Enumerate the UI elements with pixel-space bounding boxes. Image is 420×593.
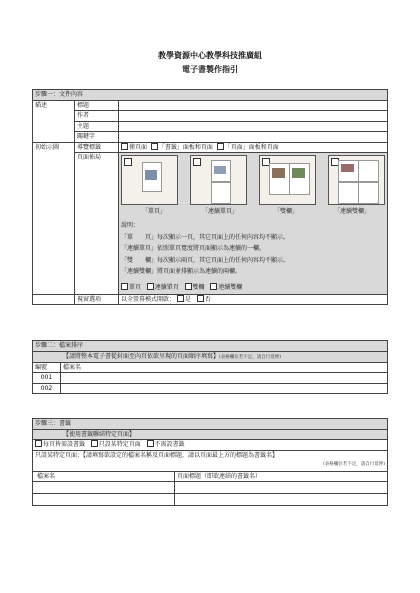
bookmark-options: 每頁皆需設書籤 只設某特定頁面 不需設書籤 <box>33 440 388 451</box>
desc-title: 說明： <box>121 222 140 229</box>
col-file-header: 檔案名 <box>33 471 175 482</box>
step1-heading: 步驟一：文件內容 <box>33 90 388 101</box>
author-input[interactable] <box>119 111 388 122</box>
nav-option-bookmarks-checkbox[interactable] <box>151 143 158 150</box>
bookmark-title-input[interactable] <box>175 482 388 494</box>
blank-cell <box>33 294 75 305</box>
keywords-input[interactable] <box>119 132 388 143</box>
layout-thumbnails <box>121 155 385 205</box>
layout-options: 單頁 連續單頁 雙欄 連續雙欄 <box>121 283 385 292</box>
desc-line: 「連續雙欄」將頁面並排顯示為連續的兩欄。 <box>121 268 242 275</box>
step2-table <box>32 340 388 394</box>
thumbnail-labels <box>121 207 385 216</box>
org-title: 教學資源中心教學科技推廣組 <box>158 50 262 60</box>
layout-continuous-two-up-checkbox[interactable] <box>210 283 217 290</box>
page-layout-label: 頁面佈局 <box>75 153 119 295</box>
layout-continuous-checkbox[interactable] <box>147 283 154 290</box>
label-two-up: 「雙欄」 <box>273 208 298 215</box>
nav-options: 僅頁面 「書籤」面板和頁面 「頁面」面板和頁面 <box>119 142 388 153</box>
window-options-label: 視窗選項 <box>75 294 119 305</box>
col-title-header: 頁面標題（即欲連結的書籤名） <box>175 471 388 482</box>
fullscreen-no-checkbox[interactable] <box>197 295 204 302</box>
doc-title: 電子書製作指引 <box>182 64 238 74</box>
bookmark-file-input[interactable] <box>33 482 175 494</box>
label-continuous-two-up: 「連續雙欄」 <box>333 208 370 215</box>
fullscreen-yes-checkbox[interactable] <box>177 295 184 302</box>
window-options: 以全螢幕模式開啟： 是 否 <box>119 294 388 305</box>
nav-tab-label: 導覽標籤 <box>75 142 119 153</box>
step2-instruction: 【請將整本電子書從封面至內頁依欲呈現的頁面順序填寫】(表格欄位若不足，請自行延伸) <box>33 351 388 362</box>
field-label-subject: 主題 <box>75 121 119 132</box>
bookmark-title-input[interactable] <box>175 494 388 506</box>
step2-heading: 步驟二：檔案排序 <box>33 341 388 352</box>
layout-description <box>121 220 385 278</box>
two-up-thumbnail[interactable] <box>259 155 316 205</box>
nav-option-page-only-checkbox[interactable] <box>121 143 128 150</box>
continuous-two-up-thumbnail[interactable] <box>328 155 385 205</box>
desc-line: 「單 頁」每次顯示一頁，其它頁面上的任何內容均不顯示。 <box>121 233 290 241</box>
row-number: 001 <box>33 373 61 384</box>
layout-single-checkbox[interactable] <box>121 283 128 290</box>
bookmark-file-input[interactable] <box>33 494 175 506</box>
thumbnail-checkbox[interactable] <box>124 158 132 166</box>
step3-heading: 步驟三：書籤 <box>33 419 388 430</box>
label-continuous: 「連續單頁」 <box>201 208 238 215</box>
row-number: 002 <box>33 383 61 394</box>
bookmark-specific-checkbox[interactable] <box>91 440 98 447</box>
field-label-title: 標題 <box>75 100 119 111</box>
step1-table <box>32 89 388 305</box>
field-label-author: 作者 <box>75 111 119 122</box>
label-single: 「單頁」 <box>141 208 166 215</box>
col-number-header: 編號 <box>33 362 61 373</box>
single-page-thumbnail[interactable] <box>121 155 178 205</box>
layout-two-up-checkbox[interactable] <box>185 283 192 290</box>
specific-pages-note: 只設某特定頁面：【請填寫欲設定的檔案名稱及頁面標題，請以頁面最上方的標題為書籤名】 (表格欄位若不足，請自行延伸) <box>33 450 388 471</box>
filename-input[interactable] <box>61 373 388 384</box>
field-label-keywords: 關鍵字 <box>75 132 119 143</box>
describe-label: 描述 <box>33 100 75 142</box>
col-filename-header: 檔案名 <box>61 362 388 373</box>
desc-line: 「連續單頁」依照單頁寬度將頁面顯示為連續的一欄。 <box>121 245 266 252</box>
initial-view-label: 初始示圖 <box>33 142 75 294</box>
title-input[interactable] <box>119 100 388 111</box>
continuous-page-thumbnail[interactable] <box>190 155 247 205</box>
step3-instruction: 【使用書籤聯結特定頁面】 <box>33 429 388 440</box>
subject-input[interactable] <box>119 121 388 132</box>
bookmark-none-checkbox[interactable] <box>147 440 154 447</box>
page-layout-panel <box>119 153 388 295</box>
thumbnail-checkbox[interactable] <box>193 158 201 166</box>
nav-option-pages-checkbox[interactable] <box>217 143 224 150</box>
step3-table <box>32 418 388 506</box>
bookmark-every-page-checkbox[interactable] <box>35 440 42 447</box>
filename-input[interactable] <box>61 383 388 394</box>
desc-line: 「雙 欄」每次顯示兩頁，其它頁面上的任何內容均不顯示。 <box>121 256 290 264</box>
